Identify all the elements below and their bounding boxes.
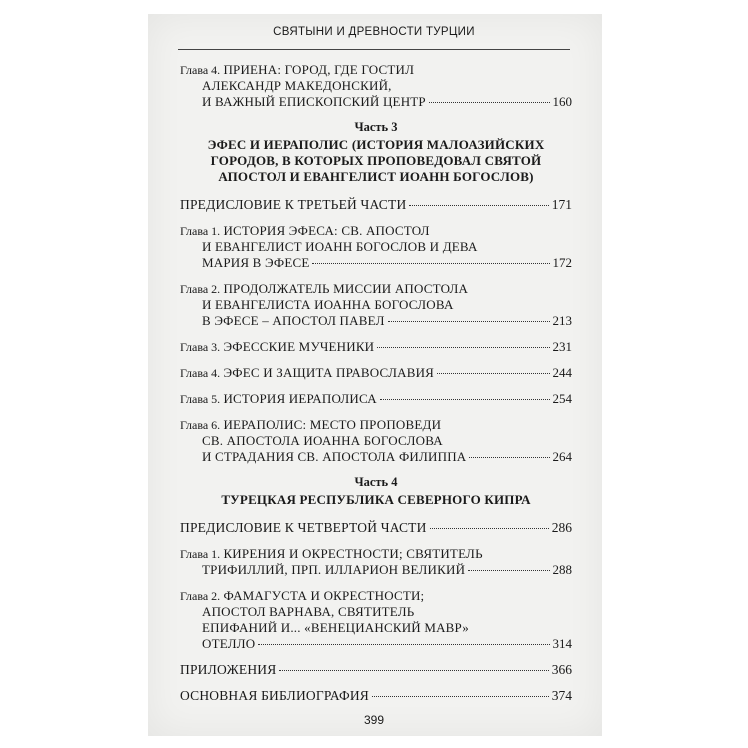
entry-page-number: 231 <box>552 339 572 354</box>
entry-title-text: ТРИФИЛЛИЙ, ПРП. ИЛЛАРИОН ВЕЛИКИЙ <box>202 562 466 577</box>
toc-entry <box>180 197 572 213</box>
entry-page-number: 213 <box>552 313 572 328</box>
leader-dots <box>469 457 549 458</box>
entry-title-text: И ЕВАНГЕЛИСТ ИОАНН БОГОСЛОВ И ДЕВА <box>202 239 478 254</box>
chapter-prefix: Глава 6. <box>180 418 221 432</box>
entry-title-text: КИРЕНИЯ И ОКРЕСТНОСТИ; СВЯТИТЕЛЬ <box>223 546 483 561</box>
entry-title-text: ИЕРАПОЛИС: МЕСТО ПРОПОВЕДИ <box>223 417 442 432</box>
entry-page-number: 244 <box>552 365 572 380</box>
entry-page-number: 172 <box>552 255 572 270</box>
entry-title-text: ПРИЕНА: ГОРОД, ГДЕ ГОСТИЛ <box>223 62 415 77</box>
leader-dots <box>409 205 548 206</box>
entry-title-text: И ВАЖНЫЙ ЕПИСКОПСКИЙ ЦЕНТР <box>202 94 426 109</box>
chapter-prefix: Глава 2. <box>180 589 221 603</box>
leader-dots <box>279 670 548 671</box>
toc-entry-line <box>180 417 572 433</box>
toc-top-entries <box>180 62 572 110</box>
entry-page-number: 286 <box>551 520 572 535</box>
toc-entry-line <box>180 313 572 329</box>
part4-label: Часть 4 <box>354 475 398 489</box>
toc-entry <box>180 417 572 465</box>
leader-dots <box>258 644 549 645</box>
toc-entry-line <box>180 433 572 449</box>
part3-title-line: ЭФЕС И ИЕРАПОЛИС (ИСТОРИЯ МАЛОАЗИЙСКИХ <box>207 137 545 152</box>
part3-title <box>180 137 572 185</box>
entry-page-number: 314 <box>552 636 572 651</box>
entry-title-text: СВ. АПОСТОЛА ИОАННА БОГОСЛОВА <box>202 433 443 448</box>
toc-entry <box>180 223 572 271</box>
toc-entry <box>180 391 572 407</box>
toc-entry-line <box>180 365 572 381</box>
toc-entry-line <box>180 662 572 678</box>
toc-entry-line <box>180 297 572 313</box>
part4-entries <box>180 520 572 704</box>
leader-dots <box>380 399 550 400</box>
entry-page-number: 264 <box>552 449 572 464</box>
part3-title-line: АПОСТОЛ И ЕВАНГЕЛИСТ ИОАНН БОГОСЛОВ) <box>218 169 534 184</box>
entry-title-text: ПРОДОЛЖАТЕЛЬ МИССИИ АПОСТОЛА <box>223 281 469 296</box>
entry-title-text: ЕПИФАНИЙ И... «ВЕНЕЦИАНСКИЙ МАВР» <box>202 620 469 635</box>
leader-dots <box>429 102 550 103</box>
table-of-contents <box>180 62 572 714</box>
toc-entry-line <box>180 520 572 536</box>
entry-title-text: И ЕВАНГЕЛИСТА ИОАННА БОГОСЛОВА <box>202 297 454 312</box>
toc-entry-line <box>180 449 572 465</box>
entry-page-number: 160 <box>552 94 572 109</box>
chapter-prefix: Глава 4. <box>180 366 221 380</box>
leader-dots <box>388 321 550 322</box>
part4-title <box>180 492 572 508</box>
toc-entry-line <box>180 281 572 297</box>
leader-dots <box>430 528 549 529</box>
chapter-prefix: Глава 5. <box>180 392 221 406</box>
toc-entry-line <box>180 546 572 562</box>
toc-entry-line <box>180 604 572 620</box>
toc-entry-line <box>180 223 572 239</box>
toc-entry <box>180 62 572 110</box>
chapter-prefix: Глава 1. <box>180 224 221 238</box>
toc-entry <box>180 688 572 704</box>
entry-title-text: АПОСТОЛ ВАРНАВА, СВЯТИТЕЛЬ <box>202 604 415 619</box>
toc-entry-line <box>180 562 572 578</box>
leader-dots <box>312 263 549 264</box>
leader-dots <box>468 570 549 571</box>
toc-entry <box>180 662 572 678</box>
toc-entry-line <box>180 636 572 652</box>
entry-page-number: 171 <box>551 197 572 212</box>
part3-title-line: ГОРОДОВ, В КОТОРЫХ ПРОПОВЕДОВАЛ СВЯТОЙ <box>210 153 542 168</box>
entry-title-text: ПРЕДИСЛОВИЕ К ЧЕТВЕРТОЙ ЧАСТИ <box>180 520 427 535</box>
entry-page-number: 374 <box>551 688 572 703</box>
entry-title-text: ОТЕЛЛО <box>202 636 256 651</box>
entry-title-text: АЛЕКСАНДР МАКЕДОНСКИЙ, <box>202 78 392 93</box>
part4-title-line: ТУРЕЦКАЯ РЕСПУБЛИКА СЕВЕРНОГО КИПРА <box>221 492 531 507</box>
toc-entry-line <box>180 339 572 355</box>
entry-title-text: ЭФЕССКИЕ МУЧЕНИКИ <box>223 339 375 354</box>
part3-label: Часть 3 <box>354 120 398 134</box>
chapter-prefix: Глава 1. <box>180 547 221 561</box>
toc-entry-line <box>180 197 572 213</box>
chapter-prefix: Глава 4. <box>180 63 221 77</box>
entry-title-text: В ЭФЕСЕ – АПОСТОЛ ПАВЕЛ <box>202 313 385 328</box>
chapter-prefix: Глава 2. <box>180 282 221 296</box>
running-head: СВЯТЫНИ И ДРЕВНОСТИ ТУРЦИИ <box>273 26 475 38</box>
toc-entry-line <box>180 94 572 110</box>
toc-entry <box>180 520 572 536</box>
entry-title-text: ФАМАГУСТА И ОКРЕСТНОСТИ; <box>223 588 425 603</box>
entry-title-text: ИСТОРИЯ ЭФЕСА: СВ. АПОСТОЛ <box>223 223 430 238</box>
toc-entry-line <box>180 62 572 78</box>
toc-entry-line <box>180 688 572 704</box>
entry-title-text: ПРИЛОЖЕНИЯ <box>180 662 277 677</box>
leader-dots <box>372 696 549 697</box>
toc-entry-line <box>180 239 572 255</box>
toc-entry-line <box>180 391 572 407</box>
entry-title-text: И СТРАДАНИЯ СВ. АПОСТОЛА ФИЛИППА <box>202 449 467 464</box>
chapter-prefix: Глава 3. <box>180 340 221 354</box>
toc-entry-line <box>180 78 572 94</box>
entry-title-text: ПРЕДИСЛОВИЕ К ТРЕТЬЕЙ ЧАСТИ <box>180 197 407 212</box>
leader-dots <box>437 373 549 374</box>
toc-entry <box>180 281 572 329</box>
entry-title-text: ОСНОВНАЯ БИБЛИОГРАФИЯ <box>180 688 369 703</box>
entry-title-text: ЭФЕС И ЗАЩИТА ПРАВОСЛАВИЯ <box>223 365 435 380</box>
toc-entry <box>180 365 572 381</box>
toc-entry <box>180 546 572 578</box>
part3-entries <box>180 197 572 465</box>
entry-page-number: 288 <box>552 562 572 577</box>
toc-entry-line <box>180 588 572 604</box>
toc-entry <box>180 339 572 355</box>
page-number: 399 <box>363 713 385 727</box>
entry-page-number: 366 <box>551 662 572 677</box>
entry-title-text: МАРИЯ В ЭФЕСЕ <box>202 255 310 270</box>
entry-title-text: ИСТОРИЯ ИЕРАПОЛИСА <box>223 391 377 406</box>
toc-entry-line <box>180 620 572 636</box>
entry-page-number: 254 <box>552 391 572 406</box>
header-rule <box>178 49 570 50</box>
toc-entry-line <box>180 255 572 271</box>
toc-entry <box>180 588 572 652</box>
leader-dots <box>377 347 549 348</box>
